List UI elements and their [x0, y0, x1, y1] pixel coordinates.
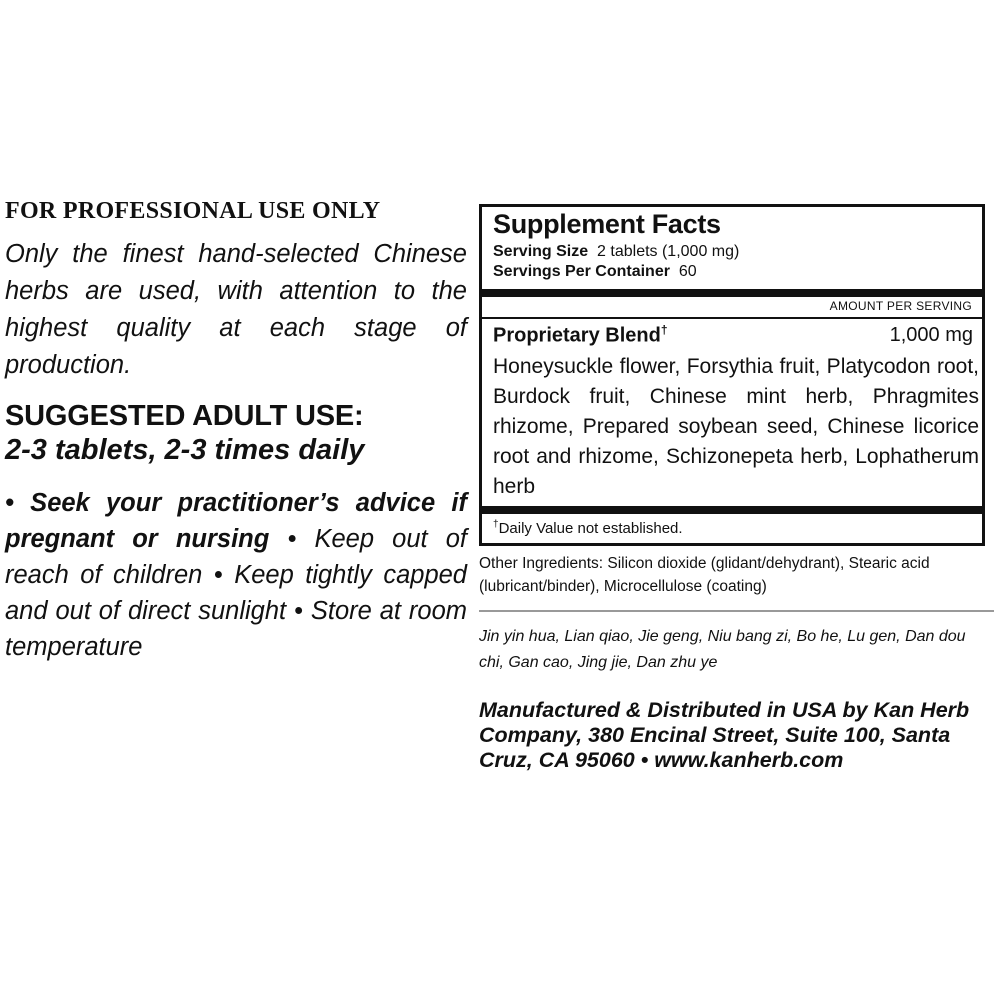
daily-value-text: Daily Value not established. — [498, 520, 683, 537]
supplement-facts-panel — [479, 204, 985, 546]
pregnancy-warning: • Seek your practitioner’s advice if pregnant or nursing — [5, 489, 467, 553]
serving-size-value: 2 tablets (1,000 mg) — [597, 243, 740, 260]
professional-use-heading: FOR PROFESSIONAL USE ONLY — [5, 198, 381, 224]
servings-per-container-row — [493, 263, 697, 281]
storage-warnings: • Keep out of reach of children • Keep tightly capped and out of direct sunlight • Store at room temperature — [5, 525, 467, 661]
thin-divider — [482, 317, 982, 319]
amount-per-serving-label: AMOUNT PER SERVING — [829, 299, 972, 313]
proprietary-blend-amount: 1,000 mg — [889, 324, 973, 346]
servings-per-container-value: 60 — [678, 263, 697, 280]
dagger-mark: † — [660, 323, 668, 337]
warnings-text — [5, 485, 467, 665]
dosage-text: 2-3 tablets, 2-3 times daily — [5, 434, 365, 466]
pinyin-names: Jin yin hua, Lian qiao, Jie geng, Niu bang zi, Bo he, Lu gen, Dan dou chi, Gan cao, Jing jie, Dan zhu ye — [479, 628, 966, 671]
thick-divider — [482, 289, 982, 297]
suggested-use-heading: SUGGESTED ADULT USE: — [5, 400, 364, 432]
manufacturer-info: Manufactured & Distributed in USA by Kan Herb Company, 380 Encinal Street, Suite 100, Santa Cruz, CA 95060 • www.kanherb.com — [479, 698, 970, 772]
proprietary-blend-ingredients: Honeysuckle flower, Forsythia fruit, Platycodon root, Burdock fruit, Chinese mint herb, Phragmites rhizome, Prepared soybean seed, Chinese licorice root and rhizome, Schizonepeta herb, Lophatherum herb — [493, 355, 979, 498]
supplement-facts-title: Supplement Facts — [493, 209, 721, 239]
servings-per-container-label: Servings Per Container — [493, 263, 670, 280]
left-column — [5, 198, 467, 665]
other-ingredients: Other Ingredients: Silicon dioxide (glidant/dehydrant), Stearic acid (lubricant/binder), Microcellulose (coating) — [479, 555, 930, 595]
section-divider — [479, 610, 994, 612]
serving-size-label: Serving Size — [493, 243, 589, 260]
dagger-mark: † — [493, 519, 499, 530]
thick-divider-bottom — [482, 506, 982, 514]
intro-text: Only the finest hand-selected Chinese herbs are used, with attention to the highest quality at each stage of production. — [5, 240, 467, 379]
daily-value-note — [493, 519, 683, 537]
proprietary-blend-label — [493, 323, 668, 348]
proprietary-blend-text: Proprietary Blend — [493, 324, 661, 347]
serving-size-row — [493, 243, 739, 261]
